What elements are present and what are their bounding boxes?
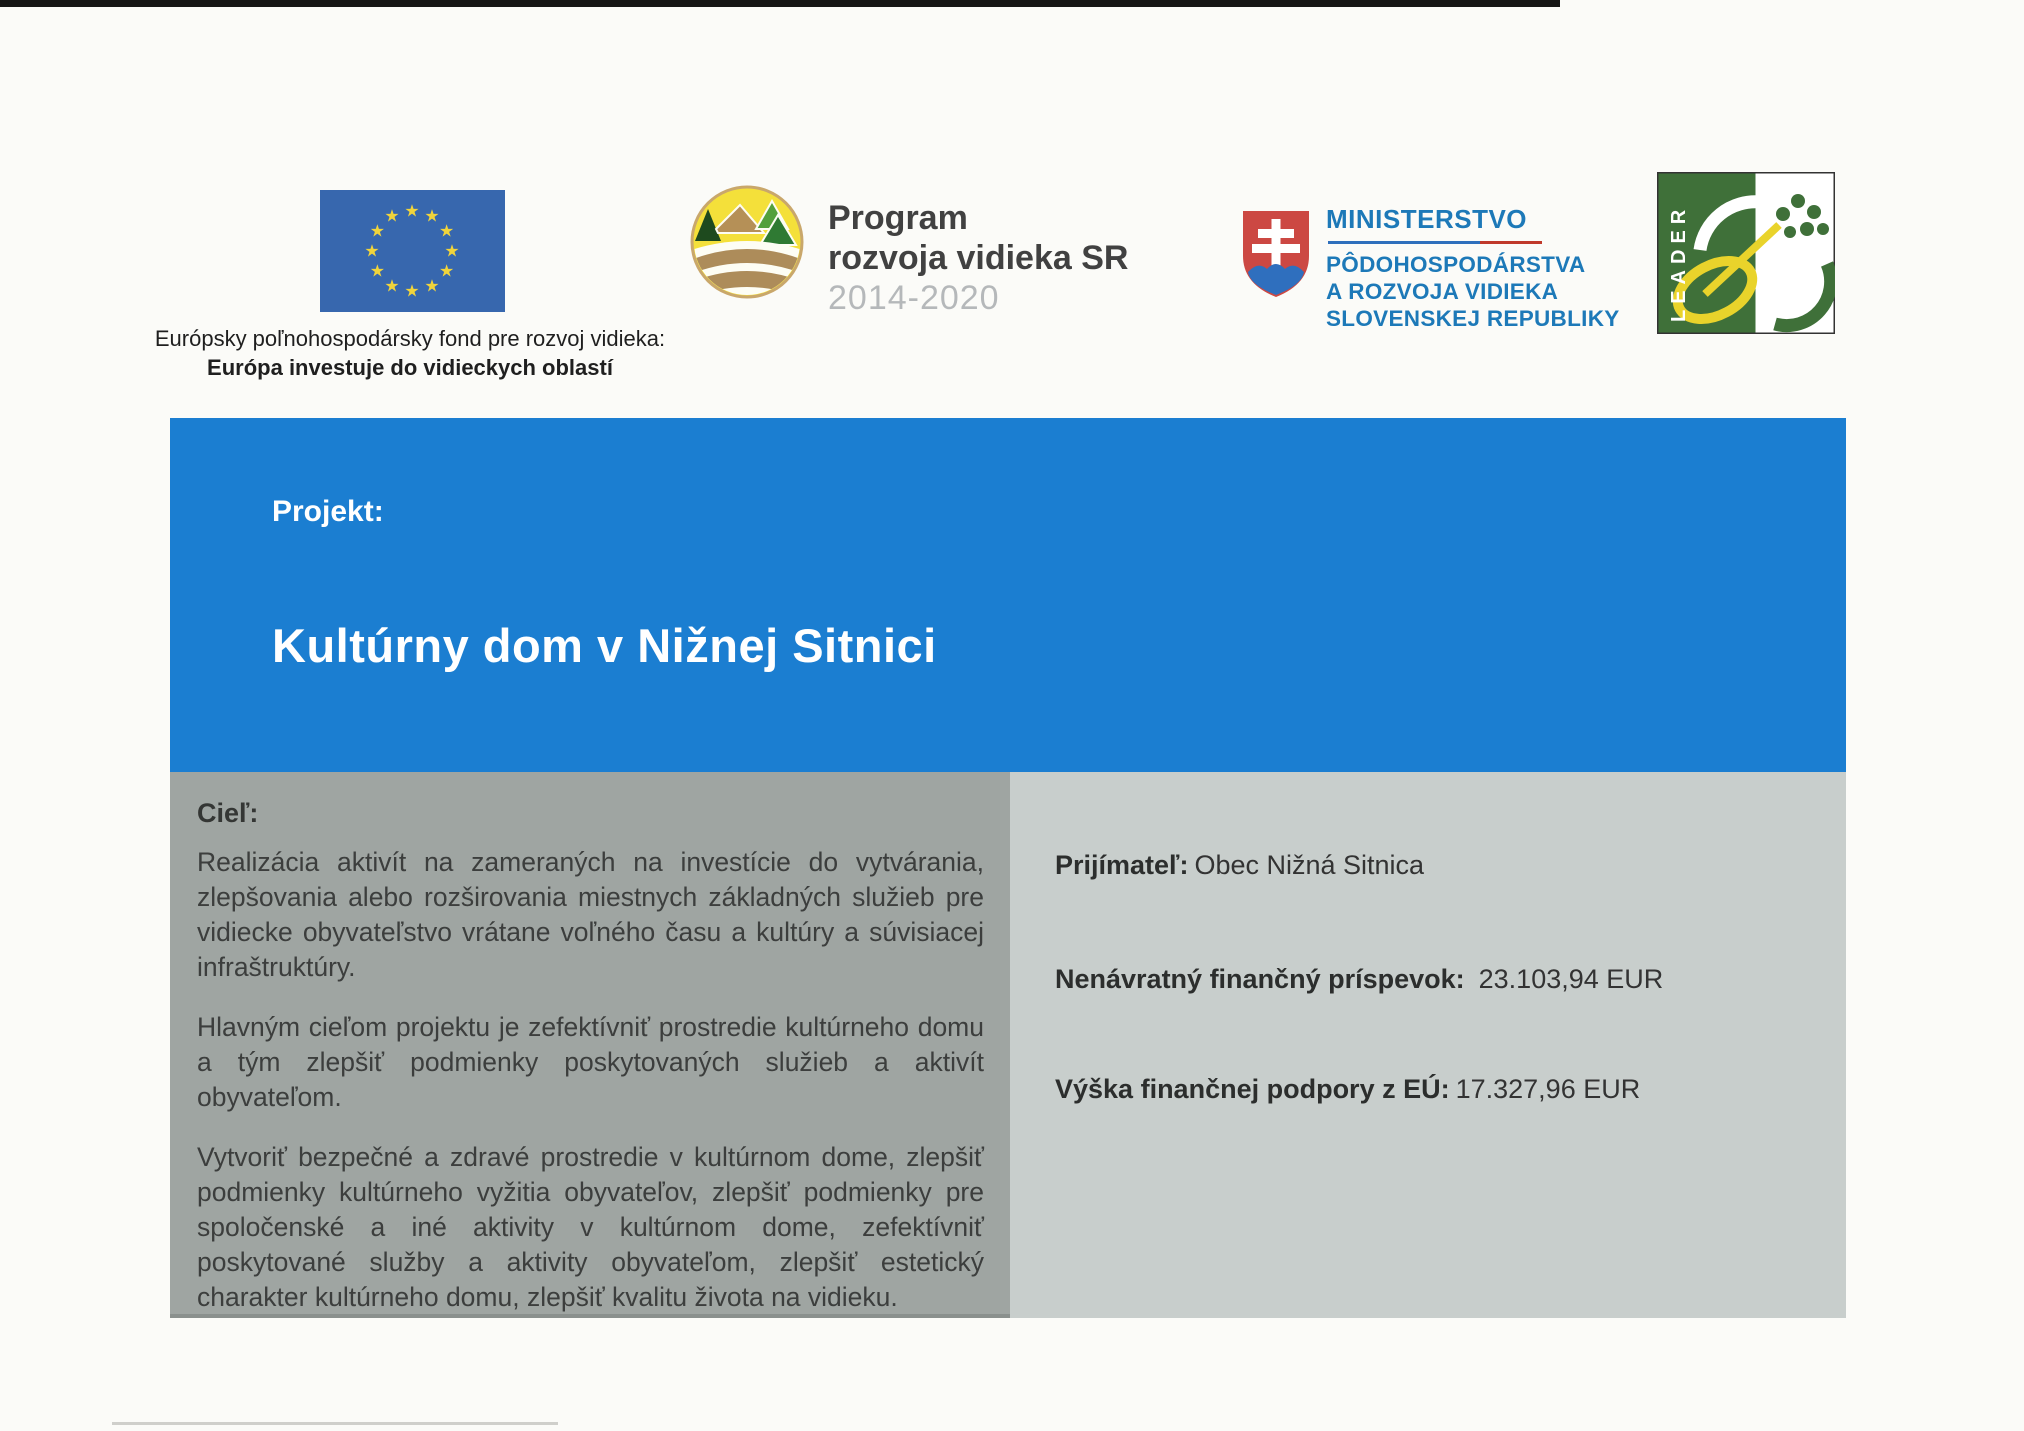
eu-fund-caption-line2: Európa investuje do vidieckych oblastí [207,355,613,380]
ministry-line1: MINISTERSTVO [1326,204,1528,234]
underline-red-segment [1480,241,1542,244]
leader-logo [1657,172,1835,339]
eu-star-icon: ★ [369,261,385,281]
eu-star-icon: ★ [424,276,440,296]
ministry-underline [1328,241,1542,244]
recipient-line [1055,850,1424,881]
eu-star-icon: ★ [404,201,420,221]
leader-label: LEADER [1668,203,1690,322]
recipient-value: Obec Nižná Sitnica [1194,850,1425,880]
rural-development-programme-wordmark [828,198,1128,318]
ministry-line4: SLOVENSKEJ REPUBLIKY [1326,306,1620,331]
eu-star-icon: ★ [384,276,400,296]
ministry-line2: PÔDOHOSPODÁRSTVA [1326,252,1586,277]
eu-star-icon: ★ [444,241,460,261]
grant-line [1055,964,1663,995]
grant-label: Nenávratný finančný príspevok: [1055,964,1465,994]
eu-star-icon: ★ [439,221,455,241]
eu-fund-caption [150,324,670,382]
goal-heading: Cieľ: [197,798,259,828]
prv-years: 2014-2020 [828,279,1000,317]
eu-star-icon: ★ [364,241,380,261]
prv-line1: Program [828,199,968,237]
eu-star-icon: ★ [404,281,420,301]
scan-edge-top [0,0,1560,7]
scan-edge-bottom [112,1422,558,1425]
project-title: Kultúrny dom v Nižnej Sitnici [272,619,937,672]
prv-line2: rozvoja vidieka SR [828,239,1129,277]
details-panel [1010,772,1846,1318]
goal-panel [170,772,1010,1318]
project-label: Projekt: [272,495,384,528]
eu-flag-logo [320,190,505,312]
eu-star-icon: ★ [439,261,455,281]
eu-support-value: 17.327,96 EUR [1455,1074,1641,1104]
eu-flag-stars [320,190,505,312]
eu-support-label: Výška finančnej podpory z EÚ: [1055,1074,1450,1104]
ministry-line3: A ROZVOJA VIDIEKA [1326,279,1559,304]
eu-star-icon: ★ [384,206,400,226]
goal-paragraph: Vytvoriť bezpečné a zdravé prostredie v kultúrnom dome, zlepšiť podmienky kultúrneho vyžitia obyvateľov, zlepšiť podmienky pre spoločenské a iné aktivity v kultúrnom dome, zefektívniť poskytované služby a aktivity obyvateľom, zlepšiť estetický charakter kultúrneho domu, zlepšiť kvalitu života na vidieku. [197,1142,984,1312]
ministry-wordmark [1326,204,1620,332]
eu-fund-caption-line1: Európsky poľnohospodársky fond pre rozvoj vidieka: [154,326,666,351]
goal-paragraph: Hlavným cieľom projektu je zefektívniť prostredie kultúrneho domu a tým zlepšiť podmienky poskytovaných služieb a aktivít obyvateľom. [197,1012,984,1112]
underline-blue-segment [1328,241,1480,244]
slovak-coat-of-arms-icon [1240,208,1312,305]
goal-paragraph: Realizácia aktivít na zameraných na investície do vytvárania, zlepšovania alebo rozširovania miestnych základných služieb pre vidiecke obyvateľstvo vrátane voľného času a kultúry a súvisiacej infraštruktúry. [197,847,984,982]
eu-support-line [1055,1074,1640,1105]
grant-value: 23.103,94 EUR [1478,964,1664,994]
recipient-label: Prijímateľ: [1055,850,1189,880]
eu-star-icon: ★ [424,206,440,226]
rural-development-programme-icon [688,183,806,306]
project-banner [170,418,1846,772]
eu-star-icon: ★ [369,221,385,241]
